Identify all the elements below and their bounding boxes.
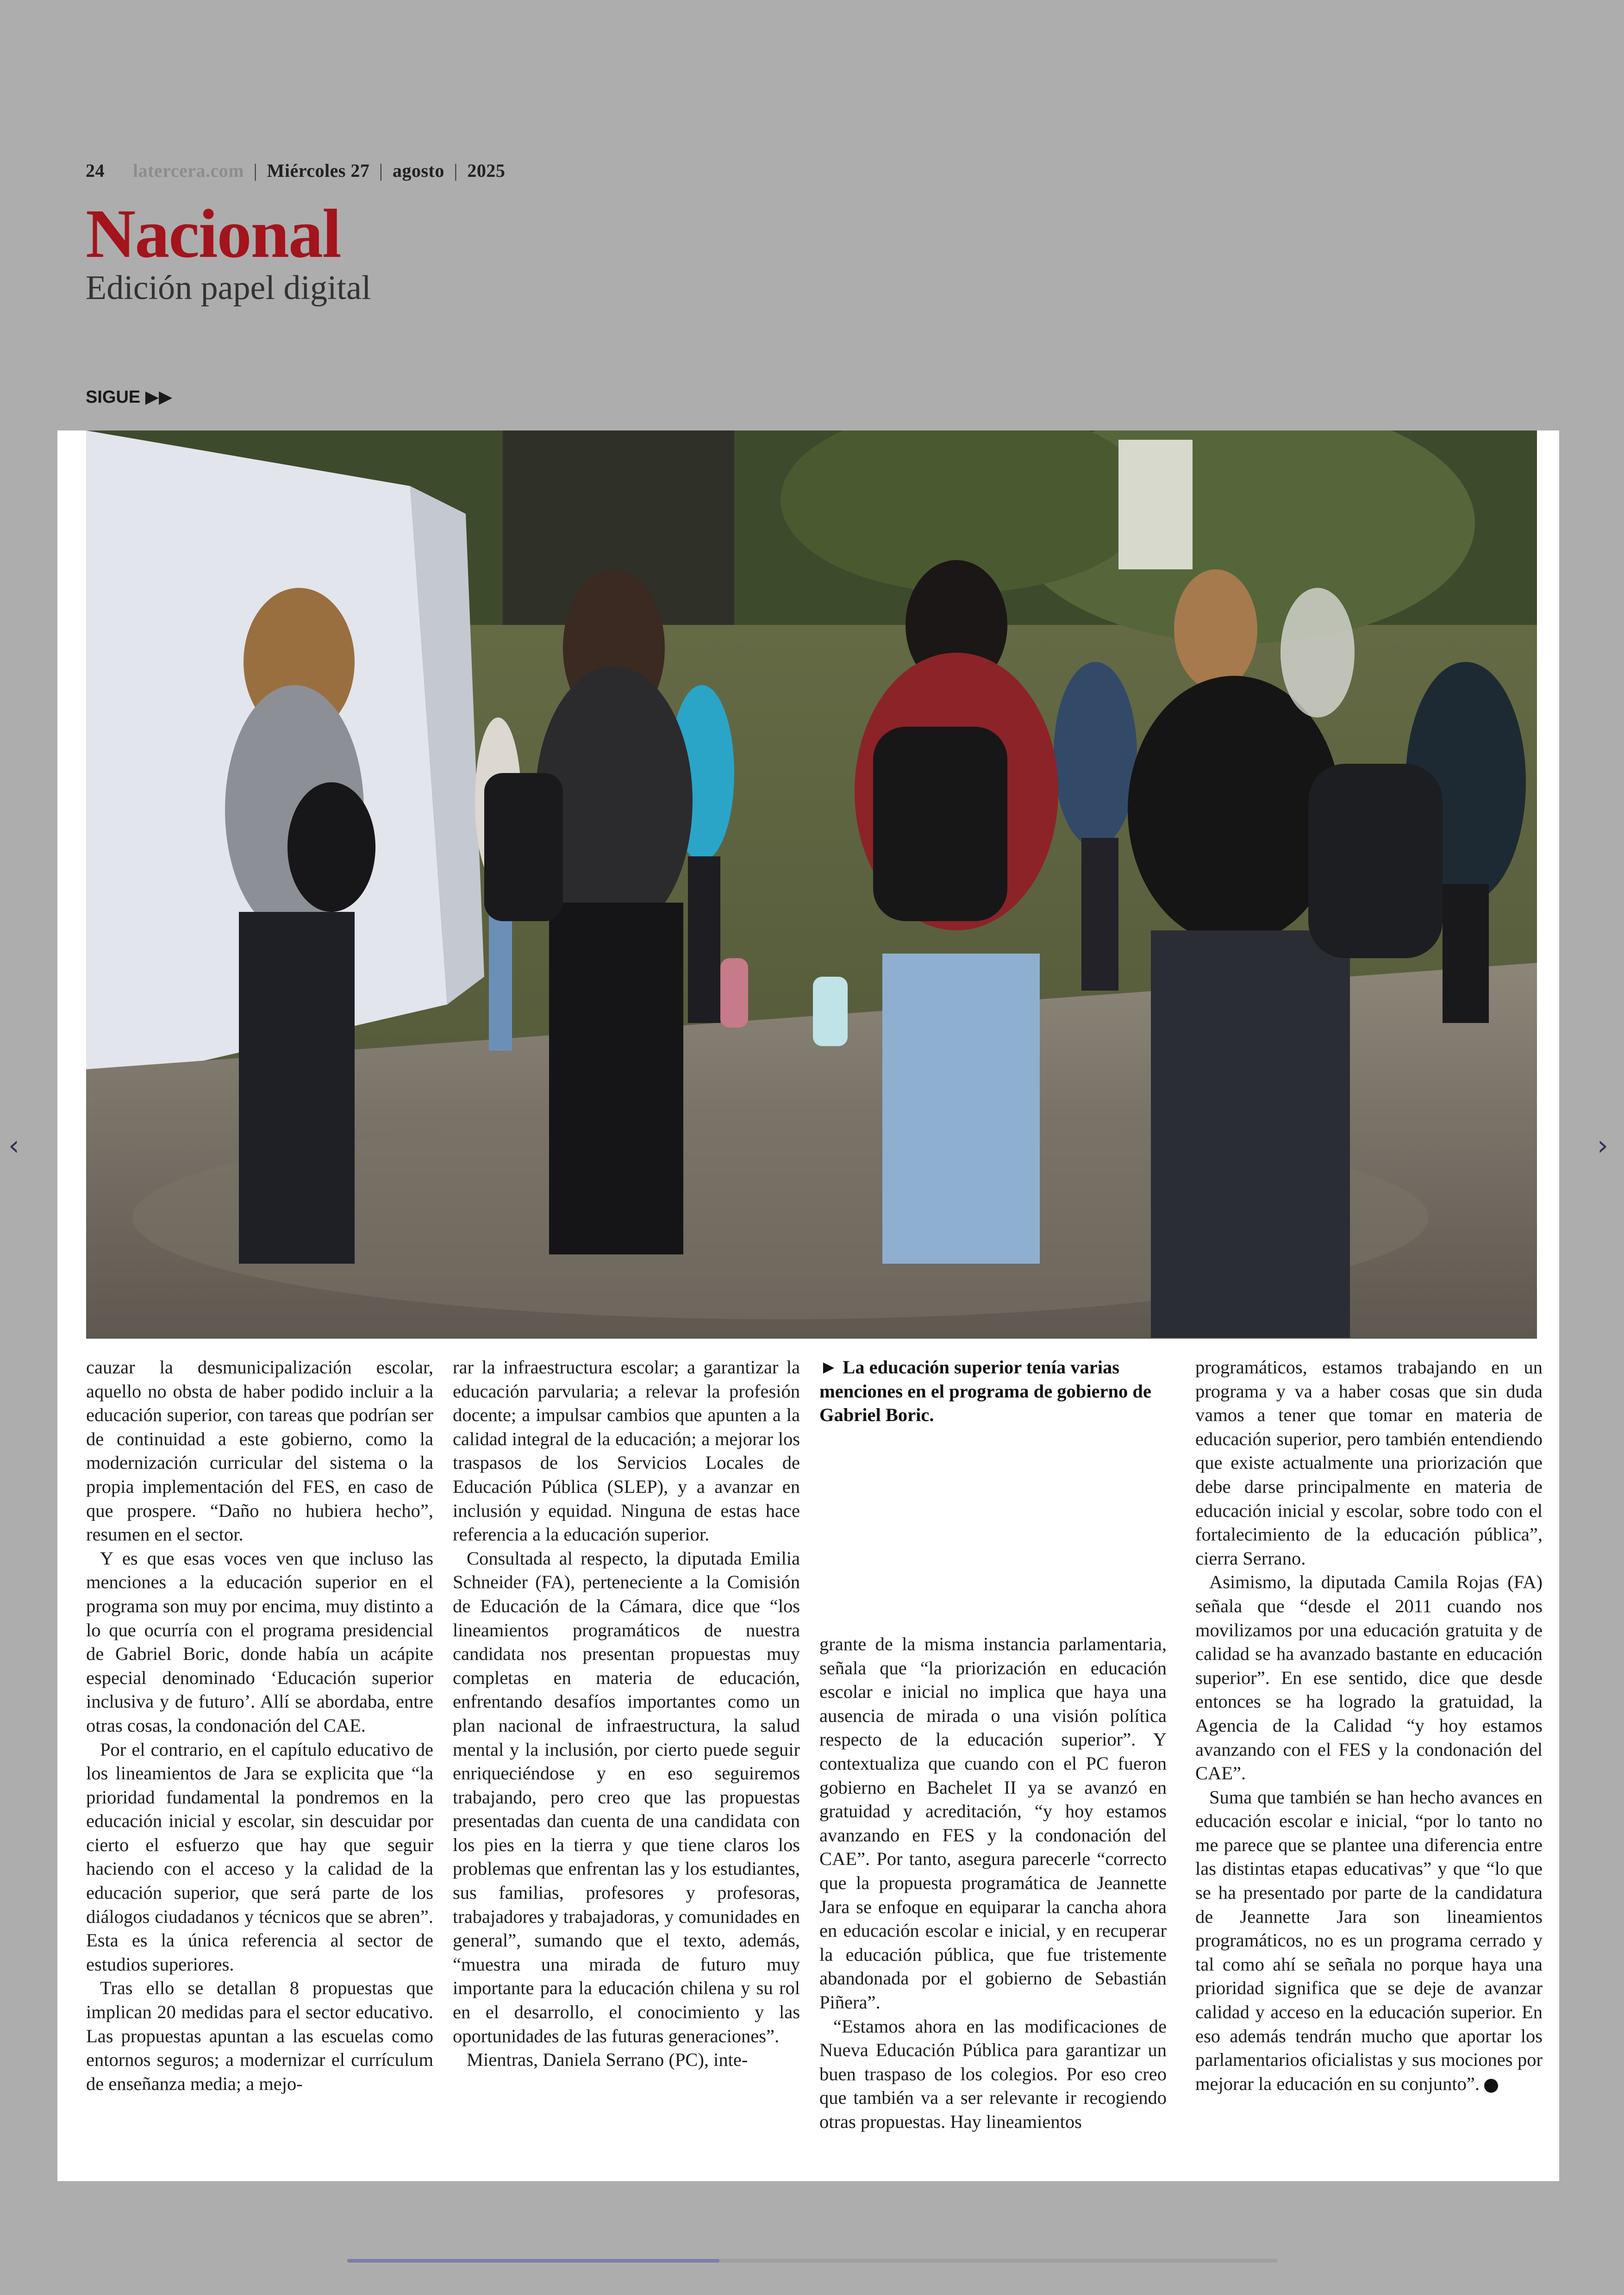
- paragraph: Tras ello se detallan 8 propuestas que implican 20 medidas para el sector educativo. Las propuestas apuntan a las escuelas como entornos seguros; a modernizar el currículum de enseñanza media; a mejo-: [86, 1977, 433, 2094]
- paragraph: Asimismo, la diputada Camila Rojas (FA) señala que “desde el 2011 cuando nos movilizamos por una educación gratuita y de calidad se ha avanzado bastante en educación superior”. En ese sentido, dice que desde entonces se ha logrado la gratuidad, la Agencia de la Calidad “y hoy estamos avanzando con el FES y la condonación del CAE”.: [1195, 1572, 1543, 1784]
- paragraph: [1195, 1785, 1543, 2096]
- end-of-article-icon: [1484, 2079, 1498, 2093]
- caption-marker: ►: [819, 1357, 838, 1378]
- paragraph: Por el contrario, en el capítulo educativo de los lineamientos de Jara se explicita que “la prioridad fundamental la pondremos en la educación inicial y escolar, sin descuidar por cierto el esfuerzo que hay que seguir haciendo con el acceso y la calidad de la educación superior, que será parte de los diálogos ciudadanos y técnicos que se abren”. Esta es la única referencia al sector de estudios superiores.: [86, 1739, 433, 1975]
- section-title: Nacional: [86, 195, 341, 272]
- column-2: [453, 1355, 800, 2072]
- paragraph: cauzar la desmunicipalización escolar, aquello no obsta de haber podido incluir a la educación superior, con tareas que podrían ser de continuidad a este gobierno, como la modernización curricular del sistema o la propia implementación del FES, en caso de que prospere. “Daño no hubiera hecho”, resumen en el sector.: [86, 1357, 433, 1545]
- paragraph: programáticos, estamos trabajando en un programa y va a haber cosas que sin duda vamos a tener que tomar en materia de educación superior, pero también entendiendo que existe actualmente una priorización que debe darse principalmente en materia de educación inicial y escolar, sobre todo con el fortalecimiento de la educación pública”, cierra Serrano.: [1195, 1357, 1543, 1569]
- chevron-left-icon[interactable]: ‹: [8, 1129, 19, 1162]
- page-number: 24: [86, 160, 105, 181]
- paragraph: Consultada al respecto, la diputada Emilia Schneider (FA), perteneciente a la Comisión de Educación de la Cámara, dice que “los lineamientos programáticos de nuestra candidata nos presentan propuestas muy completas en materia de educación, enfrentando desafíos importantes como un plan nacional de infraestructura, la salud mental y la inclusión, por cierto puede seguir enriqueciéndose y en eso seguiremos trabajando, pero creo que las propuestas presentadas dan cuenta de una candidata con los pies en la tierra y que tiene claros los problemas que enfrentan las y los estudiantes, sus familias, profesores y profesoras, trabajadores y trabajadoras, y comunidades en general”, sumando que el texto, además, “muestra una mirada de futuro muy importante para la educación chilena y su rol en el desarrollo, el conocimiento y las oportunidades de las futuras generaciones”.: [453, 1547, 800, 2046]
- page-meta-line: 24 latercera.com | Miércoles 27 | agosto | 2025: [86, 160, 506, 181]
- article-columns: [86, 1355, 1543, 2152]
- column-4: [1195, 1355, 1543, 2095]
- article-photo: [86, 430, 1537, 1339]
- paragraph: Mientras, Daniela Serrano (PC), inte-: [467, 2049, 748, 2070]
- date-weekday: Miércoles 27: [267, 160, 370, 181]
- paragraph-text: Suma que también se han hecho avances en educación escolar e inicial, “por lo tanto no me parece que se plantee una diferencia entre las distintas etapas educativas” y que “lo que se ha presentado por parte de la candidatura de Jeannette Jara son lineamientos programáticos, no es un programa cerrado y tal como ahí se señala no porque haya una prioridad significa que se deje de avanzar calidad y acceso en la educación superior. En eso además tendrán mucho que aportar los parlamentarios oficialistas y sus mociones por mejorar la educación en su conjunto”.: [1195, 1786, 1543, 2094]
- site-name: latercera.com: [133, 160, 244, 181]
- page-progress-bar[interactable]: [347, 2259, 1278, 2263]
- paragraph: rar la infraestructura escolar; a garantizar la educación parvularia; a relevar la profesión docente; a impulsar cambios que apunten a la calidad integral de la educación; a mejorar los traspasos de los Servicios Locales de Educación Pública (SLEP), y a avanzar en inclusión y equidad. Ninguna de estas hace referencia a la educación superior.: [453, 1357, 800, 1545]
- paragraph: Y es que esas voces ven que incluso las menciones a la educación superior en el programa son muy por encima, muy distinto a lo que ocurría con el programa presidencial de Gabriel Boric, donde había un acápite especial denominado ‘Educación superior inclusiva y de futuro’. Allí se abordaba, entre otras cosas, la condonación del CAE.: [86, 1547, 433, 1736]
- continue-link[interactable]: SIGUE ▶▶: [86, 387, 173, 407]
- column-3: [819, 1632, 1167, 2133]
- photo-caption: [819, 1355, 1171, 1427]
- paragraph: grante de la misma instancia parlamentaria, señala que “la priorización en educación escolar e inicial no implica que haya una ausencia de mirada o una visión política respecto de la educación superior”. Y contextualiza que cuando con el PC fueron gobierno en Bachelet II ya se avanzó en gratuidad y acreditación, “y hoy estamos avanzando en FES y la condonación del CAE”. Por tanto, asegura parecerle “correcto que la propuesta programática de Jeannette Jara se enfoque en equiparar la cancha ahora en educación escolar e inicial, y en recuperar la educación pública, que fue tristemente abandonada por el gobierno de Sebastián Piñera”.: [819, 1634, 1167, 2013]
- masthead: [86, 160, 505, 181]
- column-1: [86, 1355, 433, 2095]
- edition-label: Edición papel digital: [86, 269, 371, 307]
- newspaper-page: [57, 430, 1559, 2181]
- date-month: agosto: [392, 160, 444, 181]
- caption-text: La educación superior tenía varias menciones en el programa de gobierno de Gabriel Boric.: [819, 1357, 1151, 1426]
- paragraph: “Estamos ahora en las modificaciones de Nueva Educación Pública para garantizar un buen traspaso de los colegios. Por eso creo que también va a ser relevante ir recogiendo otras propuestas. Hay lineamientos: [819, 2015, 1167, 2132]
- progress-fill: [347, 2259, 719, 2263]
- chevron-right-icon[interactable]: ›: [1597, 1129, 1608, 1162]
- date-year: 2025: [467, 160, 506, 181]
